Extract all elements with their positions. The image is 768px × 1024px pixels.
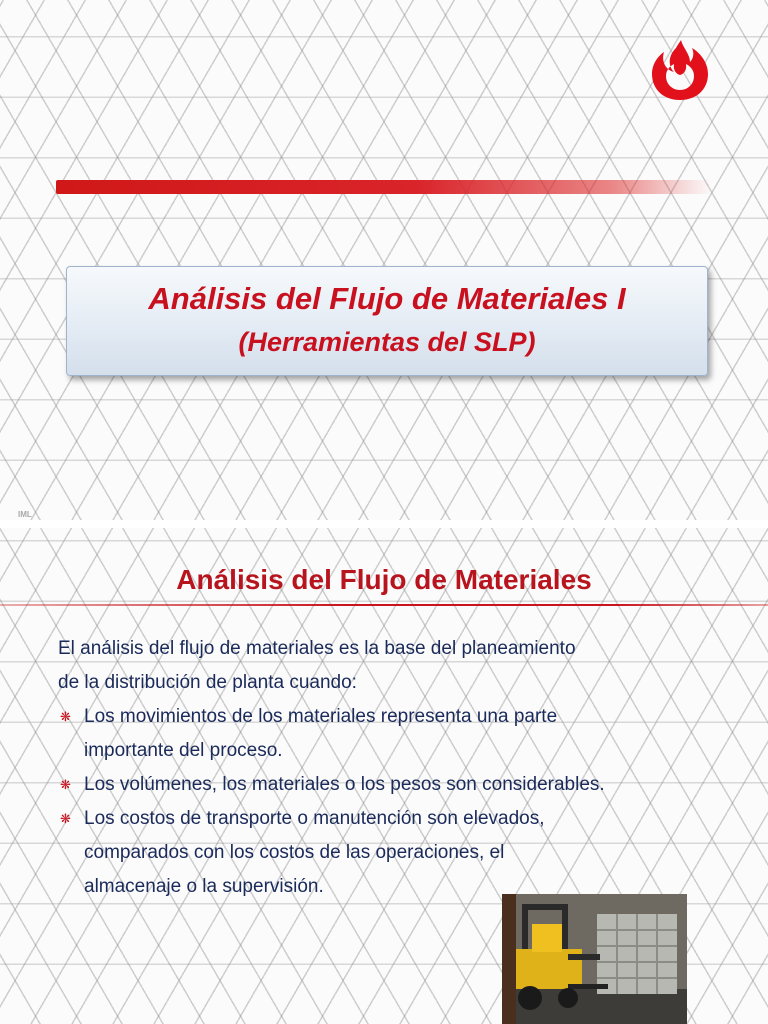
slide-subtitle: (Herramientas del SLP) (238, 327, 536, 357)
intro-line-1: El análisis del flujo de materiales es la base del planeamiento (58, 638, 576, 659)
list-item (58, 700, 738, 768)
title-accent-bar (56, 180, 712, 194)
bullet-3-line-3: almacenaje o la supervisión. (84, 876, 324, 897)
bullet-3-line-2: comparados con los costos de las operaciones, el (84, 842, 505, 863)
footer-tag: IML (18, 510, 32, 519)
section-title: Análisis del Flujo de Materiales (176, 564, 592, 595)
snowflake-bullet-icon: ❋ (60, 811, 71, 826)
snowflake-bullet-icon: ❋ (60, 777, 71, 792)
bullet-1-line-1: Los movimientos de los materiales representa una parte (84, 706, 558, 727)
slide-title: Análisis del Flujo de Materiales I (148, 281, 626, 316)
intro-line-2: de la distribución de planta cuando: (58, 672, 357, 693)
content-slide (0, 528, 768, 1024)
list-item (58, 768, 738, 802)
bullet-2-line-1: Los volúmenes, los materiales o los pesos son considerables. (84, 774, 605, 795)
body-text (58, 632, 738, 904)
upc-flame-logo-icon (650, 40, 710, 104)
bullet-1-line-2: importante del proceso. (84, 740, 283, 761)
list-item (58, 802, 738, 904)
bullet-3-line-1: Los costos de transporte o manutención son elevados, (84, 808, 545, 829)
slide-divider (0, 520, 768, 528)
title-box (66, 266, 708, 376)
forklift-photo (502, 894, 687, 1024)
title-underline (0, 604, 768, 606)
forklift-illustration (502, 894, 687, 1024)
snowflake-bullet-icon: ❋ (60, 709, 71, 724)
